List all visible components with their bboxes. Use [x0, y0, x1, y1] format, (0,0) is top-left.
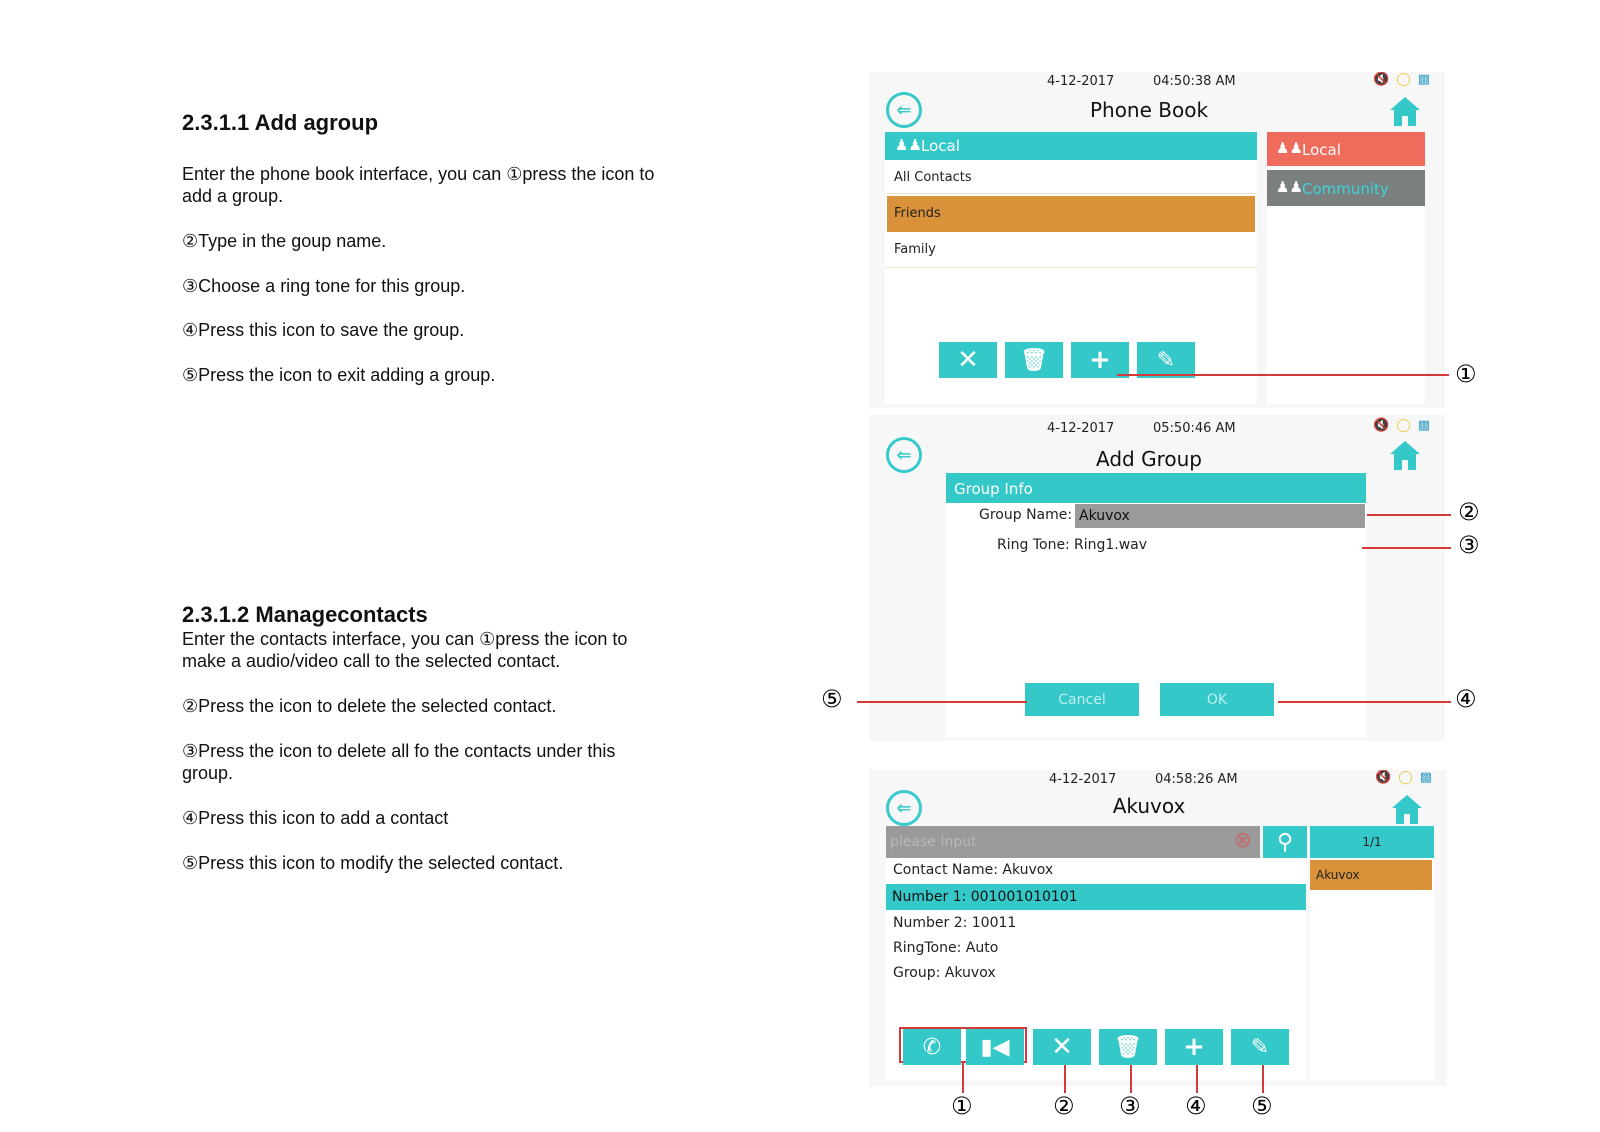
- add-group-screen: [869, 415, 1445, 741]
- callout-line: [962, 1063, 964, 1093]
- status-icons: [1366, 418, 1430, 433]
- list-item-selected[interactable]: [1310, 860, 1432, 890]
- callout-number: ①: [1455, 360, 1477, 388]
- callout-number: ⑤: [1251, 1092, 1273, 1120]
- list-item-label: Friends: [894, 206, 941, 221]
- mute-icon: 🔇: [1373, 418, 1390, 433]
- home-icon[interactable]: [1387, 438, 1423, 472]
- search-icon[interactable]: ⚲: [1263, 826, 1307, 858]
- cancel-button[interactable]: Cancel: [1025, 683, 1139, 716]
- paragraph: ②Press the icon to delete the selected contact.: [182, 696, 557, 716]
- edit-icon[interactable]: ✎: [1137, 342, 1195, 378]
- list-item[interactable]: [885, 160, 1257, 194]
- contacts-icon: ♟♟: [1276, 178, 1303, 196]
- group-info-label: Group Info: [954, 480, 1033, 498]
- tab-label: Local: [921, 137, 960, 155]
- callout-line: [1367, 514, 1451, 516]
- callout-number: ⑤: [821, 685, 843, 713]
- side-tab-label: Local: [1302, 141, 1341, 159]
- callout-number: ②: [1053, 1092, 1075, 1120]
- contacts-icon: ♟♟: [895, 136, 922, 154]
- home-icon[interactable]: [1389, 792, 1425, 826]
- callout-number: ①: [951, 1092, 973, 1120]
- date-label: 4-12-2017: [1047, 421, 1115, 436]
- group-name-label: Group Name:: [979, 507, 1073, 523]
- list-item-selected[interactable]: [887, 196, 1255, 232]
- clear-icon[interactable]: ⊗: [1233, 828, 1252, 853]
- paragraph: ④Press this icon to save the group.: [182, 320, 465, 340]
- side-tab-community[interactable]: [1267, 170, 1425, 206]
- callout-line: [1117, 374, 1449, 376]
- search-input[interactable]: [886, 826, 1260, 858]
- contact-list: [1310, 858, 1434, 1080]
- paragraph: ②Type in the goup name.: [182, 231, 387, 251]
- section-title-manage-contacts: 2.3.1.2 Managecontacts: [182, 602, 428, 627]
- date-label: 4-12-2017: [1047, 74, 1115, 89]
- group-name-value: Akuvox: [1079, 508, 1130, 524]
- mute-icon: 🔇: [1373, 72, 1390, 87]
- contacts-icon: ♟♟: [1276, 139, 1303, 157]
- section-title-add-group: 2.3.1.1 Add agroup: [182, 110, 379, 135]
- edit-contact-icon[interactable]: ✎: [1231, 1029, 1289, 1065]
- audio-call-icon[interactable]: ✆: [903, 1029, 961, 1065]
- ok-button[interactable]: OK: [1160, 683, 1274, 716]
- video-call-icon[interactable]: ▮◀: [966, 1029, 1024, 1065]
- number2-row[interactable]: Number 2: 10011: [893, 915, 1017, 931]
- callout-number: ③: [1119, 1092, 1141, 1120]
- callout-number: ②: [1458, 498, 1480, 526]
- callout-number: ④: [1455, 685, 1477, 713]
- callout-line: [1262, 1065, 1264, 1093]
- back-icon[interactable]: ⇐: [886, 92, 922, 128]
- list-item-label: All Contacts: [894, 170, 972, 185]
- page-title: Phone Book: [1089, 98, 1209, 122]
- search-placeholder: please Input: [890, 834, 977, 850]
- tab-local[interactable]: [885, 132, 1257, 160]
- ring-tone-label: Ring Tone:: [997, 537, 1070, 553]
- paragraph: ④Press this icon to add a contact: [182, 808, 449, 828]
- add-contact-button[interactable]: +: [1165, 1029, 1223, 1065]
- network-icon: ▩: [1417, 72, 1431, 87]
- callout-line: [1130, 1065, 1132, 1093]
- paragraph: ③Choose a ring tone for this group.: [182, 276, 466, 296]
- shield-icon: ◯: [1398, 770, 1413, 785]
- group-name-input[interactable]: [1075, 504, 1365, 528]
- time-label: 04:58:26 AM: [1155, 772, 1238, 787]
- paragraph: ⑤Press the icon to exit adding a group.: [182, 365, 496, 385]
- side-tab-label: Community: [1302, 180, 1389, 198]
- list-item-label: Family: [894, 242, 936, 257]
- callout-number: ③: [1458, 531, 1480, 559]
- delete-all-icon[interactable]: 🗑: [1099, 1029, 1157, 1065]
- time-label: 04:50:38 AM: [1153, 74, 1236, 89]
- status-icons: [1366, 72, 1430, 87]
- time-label: 05:50:46 AM: [1153, 421, 1236, 436]
- back-icon[interactable]: ⇐: [886, 790, 922, 826]
- phone-book-screen: [869, 72, 1445, 408]
- callout-line: [1064, 1065, 1066, 1093]
- paragraph: Enter the contacts interface, you can ①press the icon to make a audio/video call to the selected contact.: [182, 629, 628, 671]
- home-icon[interactable]: [1387, 94, 1423, 128]
- network-icon: ▩: [1417, 418, 1431, 433]
- group-info-header: [946, 473, 1366, 503]
- side-tab-local[interactable]: [1267, 132, 1425, 166]
- mute-icon: 🔇: [1375, 770, 1392, 785]
- callout-line: [857, 701, 1027, 703]
- page-title: Add Group: [1096, 447, 1202, 471]
- cancel-x-button[interactable]: ✕: [939, 342, 997, 378]
- paragraph: Enter the phone book interface, you can ①press the icon to add a group.: [182, 164, 655, 206]
- callout-line: [1196, 1065, 1198, 1093]
- delete-contact-icon[interactable]: ✕: [1033, 1029, 1091, 1065]
- number1-row-selected[interactable]: [886, 884, 1306, 910]
- paragraph: ③Press the icon to delete all fo the contacts under this group.: [182, 741, 616, 783]
- date-label: 4-12-2017: [1049, 772, 1117, 787]
- shield-icon: ◯: [1396, 72, 1411, 87]
- callout-number: ④: [1185, 1092, 1207, 1120]
- list-item-label: Akuvox: [1316, 868, 1360, 882]
- page-indicator: 1/1: [1310, 826, 1434, 858]
- ring-tone-select[interactable]: Ring1.wav: [1074, 537, 1148, 553]
- callout-line: [1278, 701, 1451, 703]
- contact-screen: [869, 770, 1447, 1086]
- shield-icon: ◯: [1396, 418, 1411, 433]
- page-title: Akuvox: [1112, 794, 1186, 818]
- number1-label: Number 1: 001001010101: [892, 889, 1078, 905]
- status-icons: [1368, 770, 1432, 785]
- add-group-button[interactable]: +: [1071, 342, 1129, 378]
- contact-name: Contact Name: Akuvox: [893, 862, 1054, 878]
- list-item[interactable]: [885, 232, 1257, 268]
- back-icon[interactable]: ⇐: [886, 437, 922, 473]
- network-icon: ▩: [1419, 770, 1433, 785]
- paragraph: ⑤Press this icon to modify the selected contact.: [182, 853, 564, 873]
- ringtone-label: RingTone: Auto: [893, 940, 999, 956]
- callout-line: [1362, 547, 1451, 549]
- group-label: Group: Akuvox: [893, 965, 996, 981]
- delete-icon[interactable]: 🗑: [1005, 342, 1063, 378]
